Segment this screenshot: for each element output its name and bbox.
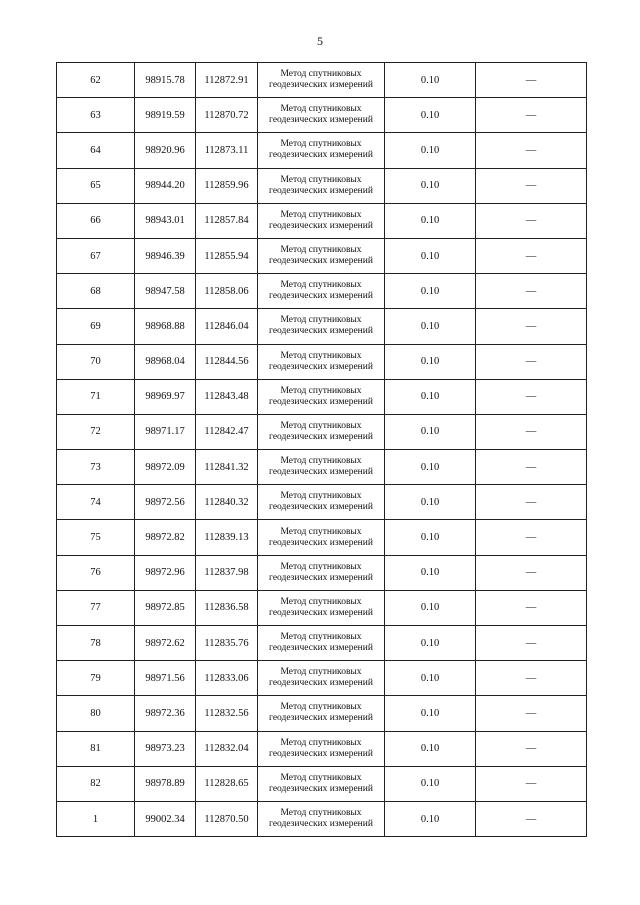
x-coordinate-cell: 98972.56	[135, 485, 196, 520]
description-cell: —	[476, 766, 587, 801]
point-number-cell: 63	[57, 98, 135, 133]
method-cell: Метод спутниковых геодезических измерений	[258, 485, 385, 520]
y-coordinate-cell: 112843.48	[196, 379, 258, 414]
table-row	[57, 485, 587, 520]
point-number-cell: 71	[57, 379, 135, 414]
description-cell: —	[476, 309, 587, 344]
description-cell: —	[476, 98, 587, 133]
coordinates-table-body	[57, 63, 587, 837]
description-cell: —	[476, 485, 587, 520]
table-row	[57, 626, 587, 661]
point-number-cell: 79	[57, 661, 135, 696]
accuracy-cell: 0.10	[385, 168, 476, 203]
accuracy-cell: 0.10	[385, 274, 476, 309]
y-coordinate-cell: 112870.50	[196, 801, 258, 836]
accuracy-cell: 0.10	[385, 133, 476, 168]
accuracy-cell: 0.10	[385, 731, 476, 766]
x-coordinate-cell: 98972.82	[135, 520, 196, 555]
point-number-cell: 67	[57, 238, 135, 273]
x-coordinate-cell: 98947.58	[135, 274, 196, 309]
accuracy-cell: 0.10	[385, 485, 476, 520]
x-coordinate-cell: 98969.97	[135, 379, 196, 414]
table-row	[57, 450, 587, 485]
x-coordinate-cell: 98972.09	[135, 450, 196, 485]
table-row	[57, 555, 587, 590]
table-row	[57, 133, 587, 168]
description-cell: —	[476, 801, 587, 836]
description-cell: —	[476, 133, 587, 168]
table-row	[57, 590, 587, 625]
point-number-cell: 72	[57, 414, 135, 449]
method-cell: Метод спутниковых геодезических измерений	[258, 520, 385, 555]
page-number: 5	[317, 34, 323, 48]
point-number-cell: 82	[57, 766, 135, 801]
description-cell: —	[476, 696, 587, 731]
table-row	[57, 344, 587, 379]
point-number-cell: 64	[57, 133, 135, 168]
y-coordinate-cell: 112836.58	[196, 590, 258, 625]
accuracy-cell: 0.10	[385, 414, 476, 449]
description-cell: —	[476, 344, 587, 379]
y-coordinate-cell: 112859.96	[196, 168, 258, 203]
description-cell: —	[476, 520, 587, 555]
x-coordinate-cell: 98968.88	[135, 309, 196, 344]
method-cell: Метод спутниковых геодезических измерений	[258, 379, 385, 414]
y-coordinate-cell: 112857.84	[196, 203, 258, 238]
x-coordinate-cell: 98968.04	[135, 344, 196, 379]
y-coordinate-cell: 112832.56	[196, 696, 258, 731]
point-number-cell: 1	[57, 801, 135, 836]
y-coordinate-cell: 112840.32	[196, 485, 258, 520]
y-coordinate-cell: 112832.04	[196, 731, 258, 766]
y-coordinate-cell: 112837.98	[196, 555, 258, 590]
x-coordinate-cell: 98972.36	[135, 696, 196, 731]
method-cell: Метод спутниковых геодезических измерений	[258, 133, 385, 168]
method-cell: Метод спутниковых геодезических измерений	[258, 98, 385, 133]
method-cell: Метод спутниковых геодезических измерений	[258, 450, 385, 485]
description-cell: —	[476, 731, 587, 766]
table-row	[57, 203, 587, 238]
method-cell: Метод спутниковых геодезических измерений	[258, 731, 385, 766]
method-cell: Метод спутниковых геодезических измерений	[258, 661, 385, 696]
x-coordinate-cell: 98978.89	[135, 766, 196, 801]
y-coordinate-cell: 112870.72	[196, 98, 258, 133]
point-number-cell: 73	[57, 450, 135, 485]
x-coordinate-cell: 98943.01	[135, 203, 196, 238]
point-number-cell: 80	[57, 696, 135, 731]
table-row	[57, 98, 587, 133]
method-cell: Метод спутниковых геодезических измерений	[258, 63, 385, 98]
method-cell: Метод спутниковых геодезических измерений	[258, 801, 385, 836]
description-cell: —	[476, 379, 587, 414]
table-row	[57, 309, 587, 344]
x-coordinate-cell: 98919.59	[135, 98, 196, 133]
table-row	[57, 696, 587, 731]
point-number-cell: 77	[57, 590, 135, 625]
accuracy-cell: 0.10	[385, 309, 476, 344]
x-coordinate-cell: 98971.17	[135, 414, 196, 449]
y-coordinate-cell: 112839.13	[196, 520, 258, 555]
accuracy-cell: 0.10	[385, 696, 476, 731]
accuracy-cell: 0.10	[385, 63, 476, 98]
accuracy-cell: 0.10	[385, 766, 476, 801]
y-coordinate-cell: 112828.65	[196, 766, 258, 801]
x-coordinate-cell: 98920.96	[135, 133, 196, 168]
point-number-cell: 66	[57, 203, 135, 238]
accuracy-cell: 0.10	[385, 98, 476, 133]
method-cell: Метод спутниковых геодезических измерений	[258, 344, 385, 379]
table-row	[57, 63, 587, 98]
table-row	[57, 238, 587, 273]
table-row	[57, 414, 587, 449]
point-number-cell: 62	[57, 63, 135, 98]
accuracy-cell: 0.10	[385, 626, 476, 661]
description-cell: —	[476, 63, 587, 98]
coordinates-table	[56, 62, 587, 837]
table-row	[57, 661, 587, 696]
table-row	[57, 731, 587, 766]
description-cell: —	[476, 274, 587, 309]
accuracy-cell: 0.10	[385, 450, 476, 485]
method-cell: Метод спутниковых геодезических измерений	[258, 766, 385, 801]
x-coordinate-cell: 98944.20	[135, 168, 196, 203]
table-row	[57, 801, 587, 836]
x-coordinate-cell: 98971.56	[135, 661, 196, 696]
method-cell: Метод спутниковых геодезических измерений	[258, 238, 385, 273]
method-cell: Метод спутниковых геодезических измерений	[258, 203, 385, 238]
point-number-cell: 74	[57, 485, 135, 520]
table-row	[57, 274, 587, 309]
description-cell: —	[476, 626, 587, 661]
y-coordinate-cell: 112873.11	[196, 133, 258, 168]
point-number-cell: 76	[57, 555, 135, 590]
method-cell: Метод спутниковых геодезических измерений	[258, 168, 385, 203]
accuracy-cell: 0.10	[385, 379, 476, 414]
y-coordinate-cell: 112844.56	[196, 344, 258, 379]
y-coordinate-cell: 112855.94	[196, 238, 258, 273]
point-number-cell: 81	[57, 731, 135, 766]
y-coordinate-cell: 112842.47	[196, 414, 258, 449]
y-coordinate-cell: 112835.76	[196, 626, 258, 661]
point-number-cell: 69	[57, 309, 135, 344]
accuracy-cell: 0.10	[385, 238, 476, 273]
method-cell: Метод спутниковых геодезических измерений	[258, 274, 385, 309]
x-coordinate-cell: 98973.23	[135, 731, 196, 766]
accuracy-cell: 0.10	[385, 661, 476, 696]
x-coordinate-cell: 98946.39	[135, 238, 196, 273]
description-cell: —	[476, 203, 587, 238]
accuracy-cell: 0.10	[385, 520, 476, 555]
y-coordinate-cell: 112872.91	[196, 63, 258, 98]
method-cell: Метод спутниковых геодезических измерений	[258, 309, 385, 344]
method-cell: Метод спутниковых геодезических измерений	[258, 696, 385, 731]
table-row	[57, 766, 587, 801]
description-cell: —	[476, 450, 587, 485]
method-cell: Метод спутниковых геодезических измерений	[258, 626, 385, 661]
y-coordinate-cell: 112846.04	[196, 309, 258, 344]
point-number-cell: 65	[57, 168, 135, 203]
accuracy-cell: 0.10	[385, 203, 476, 238]
point-number-cell: 75	[57, 520, 135, 555]
description-cell: —	[476, 414, 587, 449]
point-number-cell: 78	[57, 626, 135, 661]
method-cell: Метод спутниковых геодезических измерений	[258, 590, 385, 625]
accuracy-cell: 0.10	[385, 801, 476, 836]
y-coordinate-cell: 112841.32	[196, 450, 258, 485]
x-coordinate-cell: 98972.96	[135, 555, 196, 590]
x-coordinate-cell: 99002.34	[135, 801, 196, 836]
description-cell: —	[476, 555, 587, 590]
accuracy-cell: 0.10	[385, 555, 476, 590]
accuracy-cell: 0.10	[385, 590, 476, 625]
description-cell: —	[476, 238, 587, 273]
x-coordinate-cell: 98915.78	[135, 63, 196, 98]
x-coordinate-cell: 98972.62	[135, 626, 196, 661]
point-number-cell: 68	[57, 274, 135, 309]
y-coordinate-cell: 112858.06	[196, 274, 258, 309]
point-number-cell: 70	[57, 344, 135, 379]
description-cell: —	[476, 590, 587, 625]
method-cell: Метод спутниковых геодезических измерений	[258, 555, 385, 590]
table-row	[57, 379, 587, 414]
table-row	[57, 520, 587, 555]
y-coordinate-cell: 112833.06	[196, 661, 258, 696]
x-coordinate-cell: 98972.85	[135, 590, 196, 625]
accuracy-cell: 0.10	[385, 344, 476, 379]
table-row	[57, 168, 587, 203]
description-cell: —	[476, 661, 587, 696]
method-cell: Метод спутниковых геодезических измерений	[258, 414, 385, 449]
description-cell: —	[476, 168, 587, 203]
